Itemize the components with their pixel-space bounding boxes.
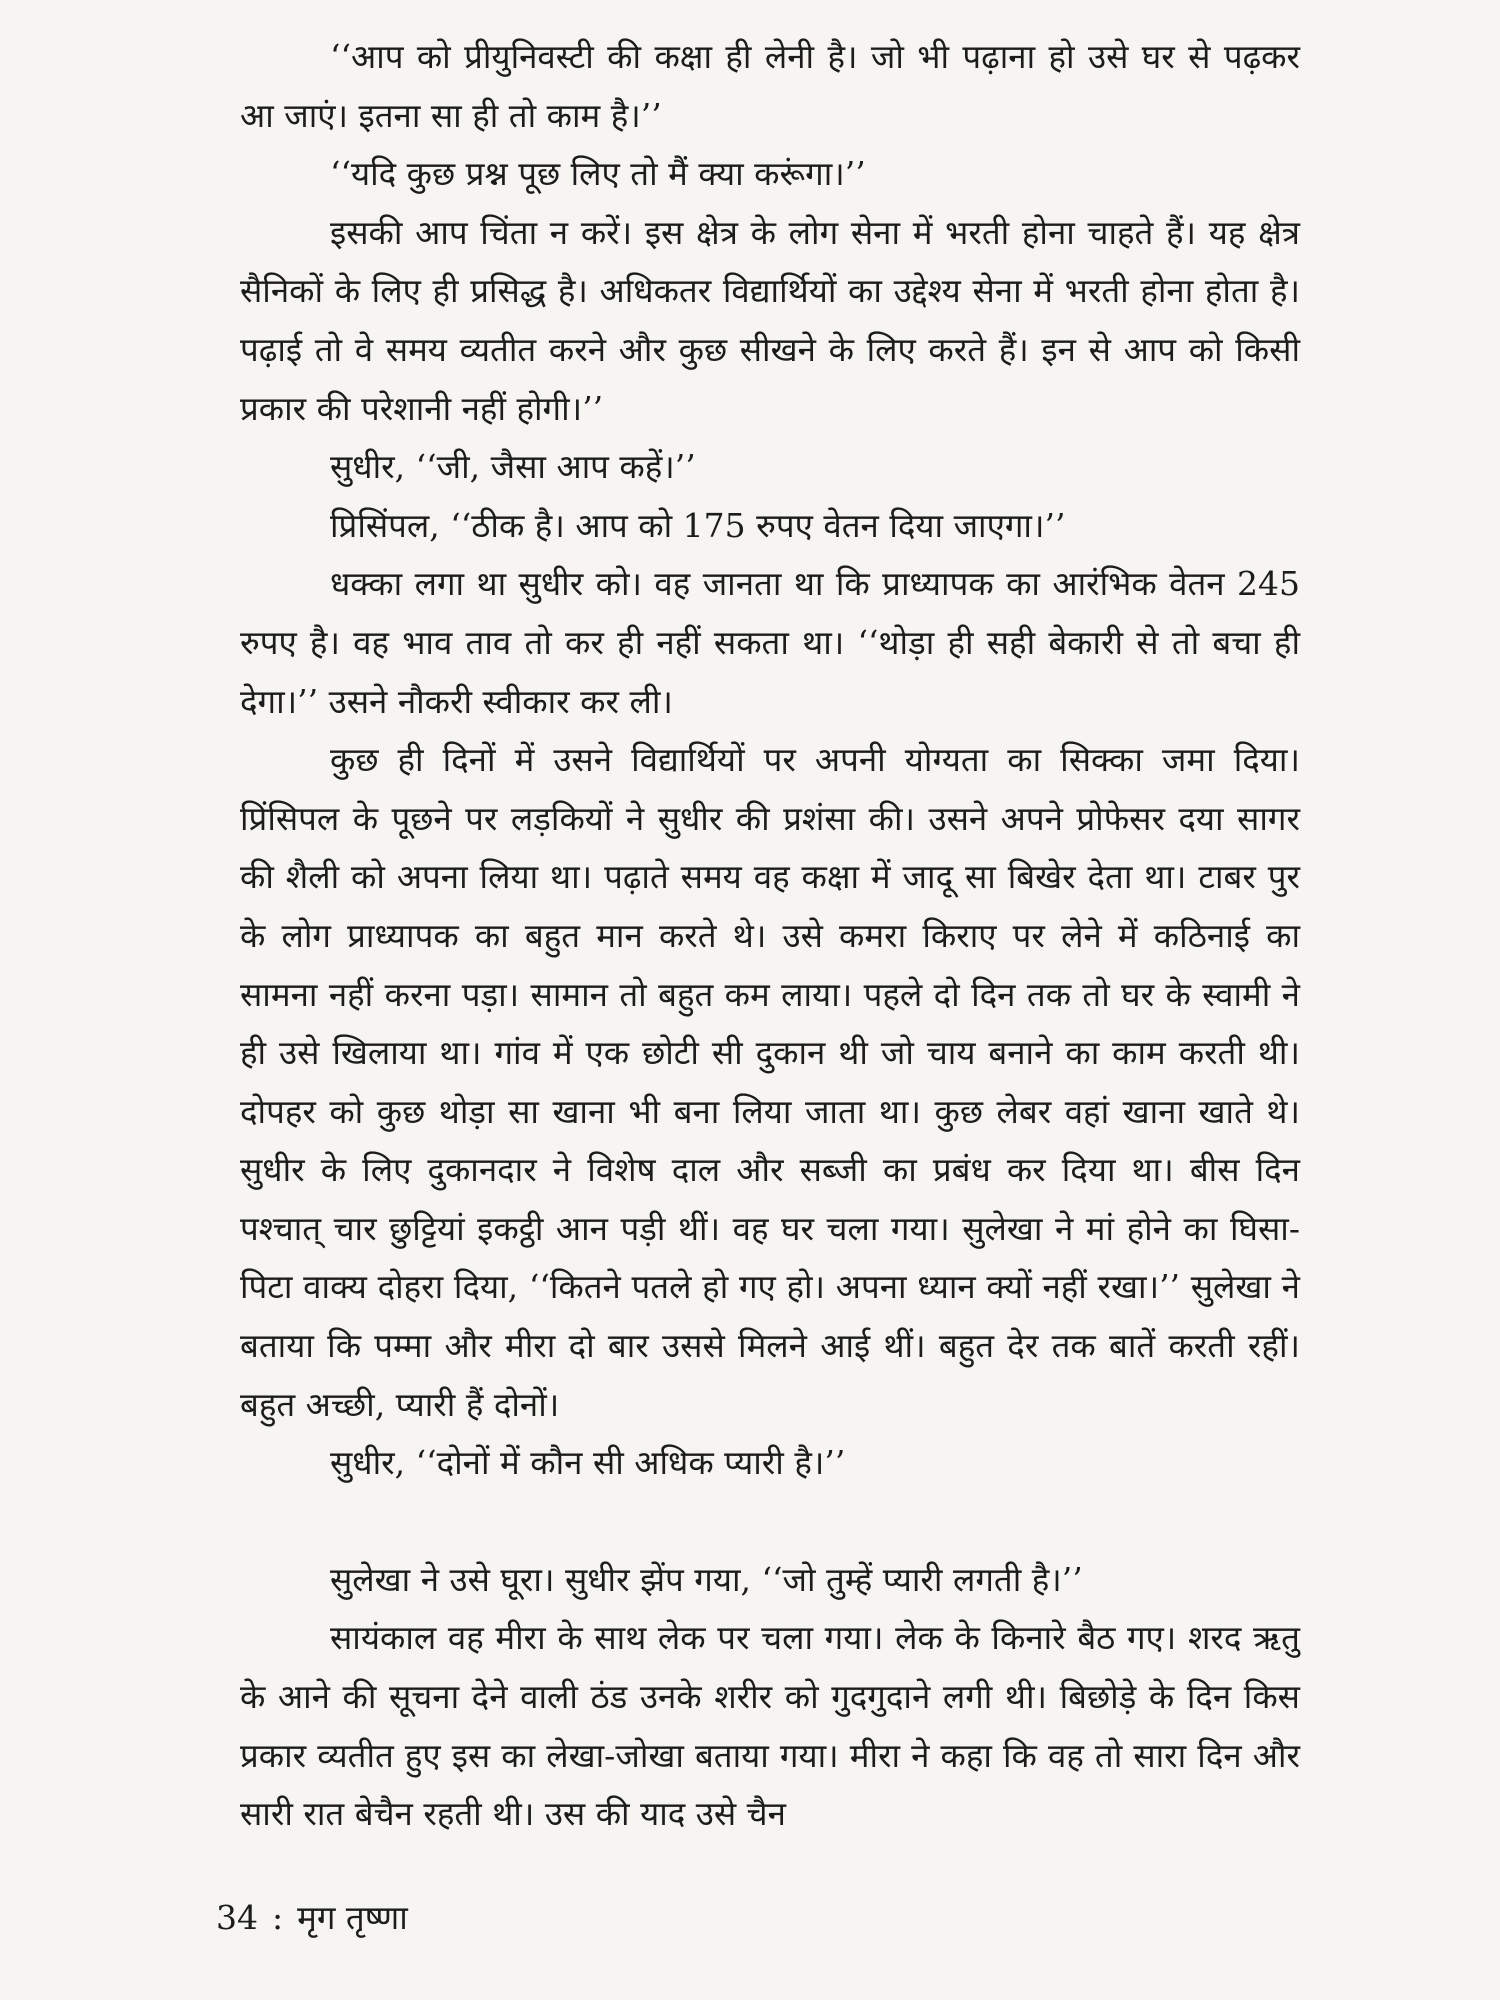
page-body bbox=[240, 28, 1300, 1844]
paragraph: प्रिसिंपल, ‘‘ठीक है। आप को 175 रुपए वेतन दिया जाएगा।’’ bbox=[330, 505, 1066, 545]
paragraph: सायंकाल वह मीरा के साथ लेक पर चला गया। लेक के किनारे बैठ गए। शरद ऋतु के आने की सूचना देने वाली ठंड उनके शरीर को गुदगुदाने लगी थी। बिछोड़े के दिन किस प्रकार व्यतीत हुए इस का लेखा-जोखा बताया गया। मीरा ने कहा कि वह तो सारा दिन और सारी रात बेचैन रहती थी। उस की याद उसे चैन bbox=[240, 1618, 1300, 1834]
paragraph: धक्का लगा था सुधीर को। वह जानता था कि प्राध्यापक का आरंभिक वेतन 245 रुपए है। वह भाव ताव तो कर ही नहीं सकता था। ‘‘थोड़ा ही सही बेकारी से तो बचा ही देगा।’’ उसने नौकरी स्वीकार कर ली। bbox=[240, 564, 1300, 721]
page-number: 34 bbox=[216, 1898, 258, 1937]
paragraph: सुधीर, ‘‘जी, जैसा आप कहें।’’ bbox=[330, 447, 696, 487]
paragraph: सुधीर, ‘‘दोनों में कौन सी अधिक प्यारी है।’’ bbox=[330, 1443, 846, 1483]
footer-separator: : bbox=[272, 1898, 284, 1937]
paragraph: ‘‘यदि कुछ प्रश्न पूछ लिए तो मैं क्या करूंगा।’’ bbox=[330, 154, 866, 194]
paragraph: इसकी आप चिंता न करें। इस क्षेत्र के लोग सेना में भरती होना चाहते हैं। यह क्षेत्र सैनिकों के लिए ही प्रसिद्ध है। अधिकतर विद्यार्थियों का उद्देश्य सेना में भरती होना होता है। पढ़ाई तो वे समय व्यतीत करने और कुछ सीखने के लिए करते हैं। इन से आप को किसी प्रकार की परेशानी नहीं होगी।’’ bbox=[240, 212, 1300, 428]
paragraph: सुलेखा ने उसे घूरा। सुधीर झेंप गया, ‘‘जो तुम्हें प्यारी लगती है।’’ bbox=[330, 1559, 1083, 1599]
paragraph: कुछ ही दिनों में उसने विद्यार्थियों पर अपनी योग्यता का सिक्का जमा दिया। प्रिंसिपल के पूछने पर लड़कियों ने सुधीर की प्रशंसा की। उसने अपने प्रोफेसर दया सागर की शैली को अपना लिया था। पढ़ाते समय वह कक्षा में जादू सा बिखेर देता था। टाबर पुर के लोग प्राध्यापक का बहुत मान करते थे। उसे कमरा किराए पर लेने में कठिनाई का सामना नहीं करना पड़ा। सामान तो बहुत कम लाया। पहले दो दिन तक तो घर के स्वामी ने ही उसे खिलाया था। गांव में एक छोटी सी दुकान थी जो चाय बनाने का काम करती थी। दोपहर को कुछ थोड़ा सा खाना भी बना लिया जाता था। कुछ लेबर वहां खाना खाते थे। सुधीर के लिए दुकानदार ने विशेष दाल और सब्जी का प्रबंध कर दिया था। बीस दिन पश्चात् चार छुट्टियां इकट्ठी आन पड़ी थीं। वह घर चला गया। सुलेखा ने मां होने का घिसा-पिटा वाक्य दोहरा दिया, ‘‘कितने पतले हो गए हो। अपना ध्यान क्यों नहीं रखा।’’ सुलेखा ने बताया कि पम्मा और मीरा दो बार उससे मिलने आई थीं। बहुत देर तक बातें करती रहीं। बहुत अच्छी, प्यारी हैं दोनों। bbox=[240, 740, 1300, 1424]
book-title: मृग तृष्णा bbox=[297, 1898, 408, 1937]
paragraph: ‘‘आप को प्रीयुनिवस्टी की कक्षा ही लेनी है। जो भी पढ़ाना हो उसे घर से पढ़कर आ जाएं। इतना सा ही तो काम है।’’ bbox=[240, 37, 1300, 135]
page-footer bbox=[216, 1898, 408, 1938]
